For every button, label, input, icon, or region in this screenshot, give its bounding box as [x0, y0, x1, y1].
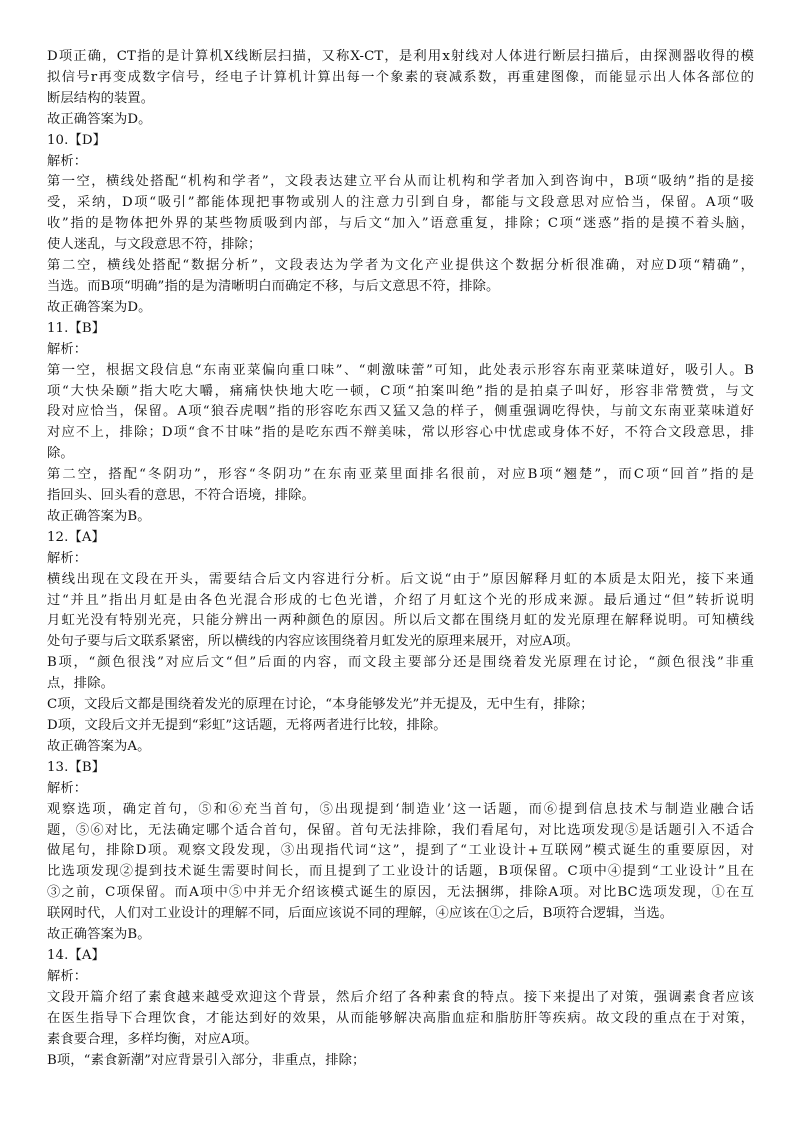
text-line-48: 素食要合理，多样均衡，对应A项。	[47, 1031, 258, 1047]
text-line-22: 指回头、回头看的意思，不符合语境，排除。	[47, 488, 315, 504]
text-line-30: B项，“颜色很浅”对应后文“但”后面的内容，而文段主要部分还是围绕着发光原理在讨论，“颜色很浅”非重	[47, 655, 754, 671]
text-line-3: 断层结构的装置。	[47, 90, 155, 106]
text-line-29: 处句子要与后文联系紧密，所以横线的内容应该围绕着月虹发光的原理来展开，对应A项。	[47, 634, 580, 650]
text-line-19: 对应不上，排除；D项“食不甘味”指的是吃东西不辩美味，常以形容心中忧虑或身体不好，不符合文段意思，排	[47, 425, 754, 441]
answer-line: 故正确答案为D。	[47, 299, 152, 315]
text-line-2: 拟信号r再变成数字信号，经电子计算机计算出每一个象素的衰减系数，再重建图像，而能显示出人体各部位的	[47, 69, 754, 85]
text-line-16: 第一空，根据文段信息“东南亚菜偏向重口味”、“刺激味蕾”可知，此处表示形容东南亚菜味道好，吸引人。B	[47, 362, 754, 378]
answer-line: 故正确答案为B。	[47, 927, 151, 943]
question-number-14: 14.【A】	[47, 947, 105, 963]
text-line-41: ③之前，C项保留。而A项中⑤中并无介绍该模式诞生的原因，无法捆绑，排除A项。对比BC选项发现，①在互	[47, 885, 754, 901]
answer-line: 故正确答案为D。	[47, 111, 152, 127]
question-number-12: 12.【A】	[47, 529, 105, 545]
text-line-7: 第一空，横线处搭配“机构和学者”，文段表达建立平台从而让机构和学者加入到咨询中，B项“吸纳”指的是接	[47, 174, 754, 190]
text-line-39: 做尾句，排除D项。观察文段发现，③出现指代词“这”，提到了“工业设计+互联网”模式诞生的重要原因，对	[47, 843, 754, 859]
text-line-8: 受，采纳，D项“吸引”都能体现把事物或别人的注意力引到自身，都能与文段意思对应恰当，保留。A项“吸	[47, 195, 754, 211]
text-line-11: 第二空，横线处搭配“数据分析”，文段表达为学者为文化产业提供这个数据分析很准确，对应D项“精确”，	[47, 258, 754, 274]
question-number-11: 11.【B】	[47, 320, 106, 336]
analysis-label: 解析：	[47, 153, 88, 169]
text-line-31: 点，排除。	[47, 676, 114, 692]
text-line-46: 文段开篇介绍了素食越来越受欢迎这个背景，然后介绍了各种素食的特点。接下来提出了对策，强调素食者应该	[47, 989, 754, 1005]
text-line-1: D项正确，CT指的是计算机X线断层扫描，又称X-CT，是利用x射线对人体进行断层扫描后，由探测器收得的模	[47, 49, 754, 64]
text-line-38: 题，⑤⑥对比，无法确定哪个适合首句，保留。首句无法排除，我们看尾句，对比选项发现⑤是话题引入不适合	[47, 822, 754, 838]
text-line-47: 在医生指导下合理饮食，才能达到好的效果，从而能够解决高脂血症和脂肪肝等疾病。故文段的重点在于对策，	[47, 1010, 754, 1026]
text-line-10: 使人迷乱，与文段意思不符，排除；	[47, 237, 262, 253]
text-line-21: 第二空，搭配“冬阴功”，形容“冬阴功”在东南亚菜里面排名很前，对应B项“翘楚”，而C项“回首”指的是	[47, 467, 754, 483]
question-number-13: 13.【B】	[47, 759, 106, 775]
text-line-12: 当选。而B项“明确”指的是为清晰明白而确定不移，与后文意思不符，排除。	[47, 278, 500, 294]
answer-line: 故正确答案为A。	[47, 738, 151, 754]
text-line-49: B项，“素食新潮”对应背景引入部分，非重点，排除；	[47, 1052, 366, 1068]
text-line-40: 比选项发现②提到技术诞生需要时间长，而且提到了工业设计的话题，B项保留。C项中④提到“工业设计”且在	[47, 864, 754, 880]
analysis-label: 解析：	[47, 550, 88, 566]
question-number-10: 10.【D】	[47, 132, 107, 148]
analysis-label: 解析：	[47, 780, 88, 796]
analysis-label: 解析：	[47, 341, 88, 357]
text-line-18: 段对应恰当，保留。A项“狼吞虎咽”指的形容吃东西又猛又急的样子，侧重强调吃得快，与前文东南亚菜味道好	[47, 404, 754, 420]
answer-line: 故正确答案为B。	[47, 508, 151, 524]
text-line-33: D项，文段后文并无提到“彩虹”这话题，无将两者进行比较，排除。	[47, 718, 447, 733]
text-line-28: 月虹光没有特别光亮，只能分辨出一两种颜色的原因。所以后文都在围绕月虹的发光原理在解释说明。可知横线	[47, 613, 754, 629]
text-line-9: 收”指的是物体把外界的某些物质吸到内部，与后文“加入”语意重复，排除；C项“迷惑”指的是摸不着头脑，	[47, 216, 754, 232]
text-line-20: 除。	[47, 446, 74, 462]
text-line-17: 项“大快朵颐”指大吃大嚼，痛痛快快地大吃一顿，C项“拍案叫绝”指的是拍桌子叫好，形容非常赞赏，与文	[47, 383, 754, 399]
analysis-label: 解析：	[47, 968, 88, 984]
text-line-27: 过“并且”指出月虹是由各色光混合形成的七色光谱，介绍了月虹这个光的形成来源。最后通过“但”转折说明	[47, 592, 754, 608]
text-line-32: C项，文段后文都是围绕着发光的原理在讨论，“本身能够发光”并无提及，无中生有，排除；	[47, 697, 594, 713]
text-line-26: 横线出现在文段在开头，需要结合后文内容进行分析。后文说“由于”原因解释月虹的本质是太阳光，接下来通	[47, 571, 754, 587]
text-line-37: 观察选项，确定首句，⑤和⑥充当首句，⑤出现提到‘制造业’这一话题，而⑥提到信息技术与制造业融合话	[47, 801, 754, 817]
text-line-42: 联网时代，人们对工业设计的理解不同，后面应该说不同的理解，④应该在①之后，B项符合逻辑，当选。	[47, 906, 674, 922]
